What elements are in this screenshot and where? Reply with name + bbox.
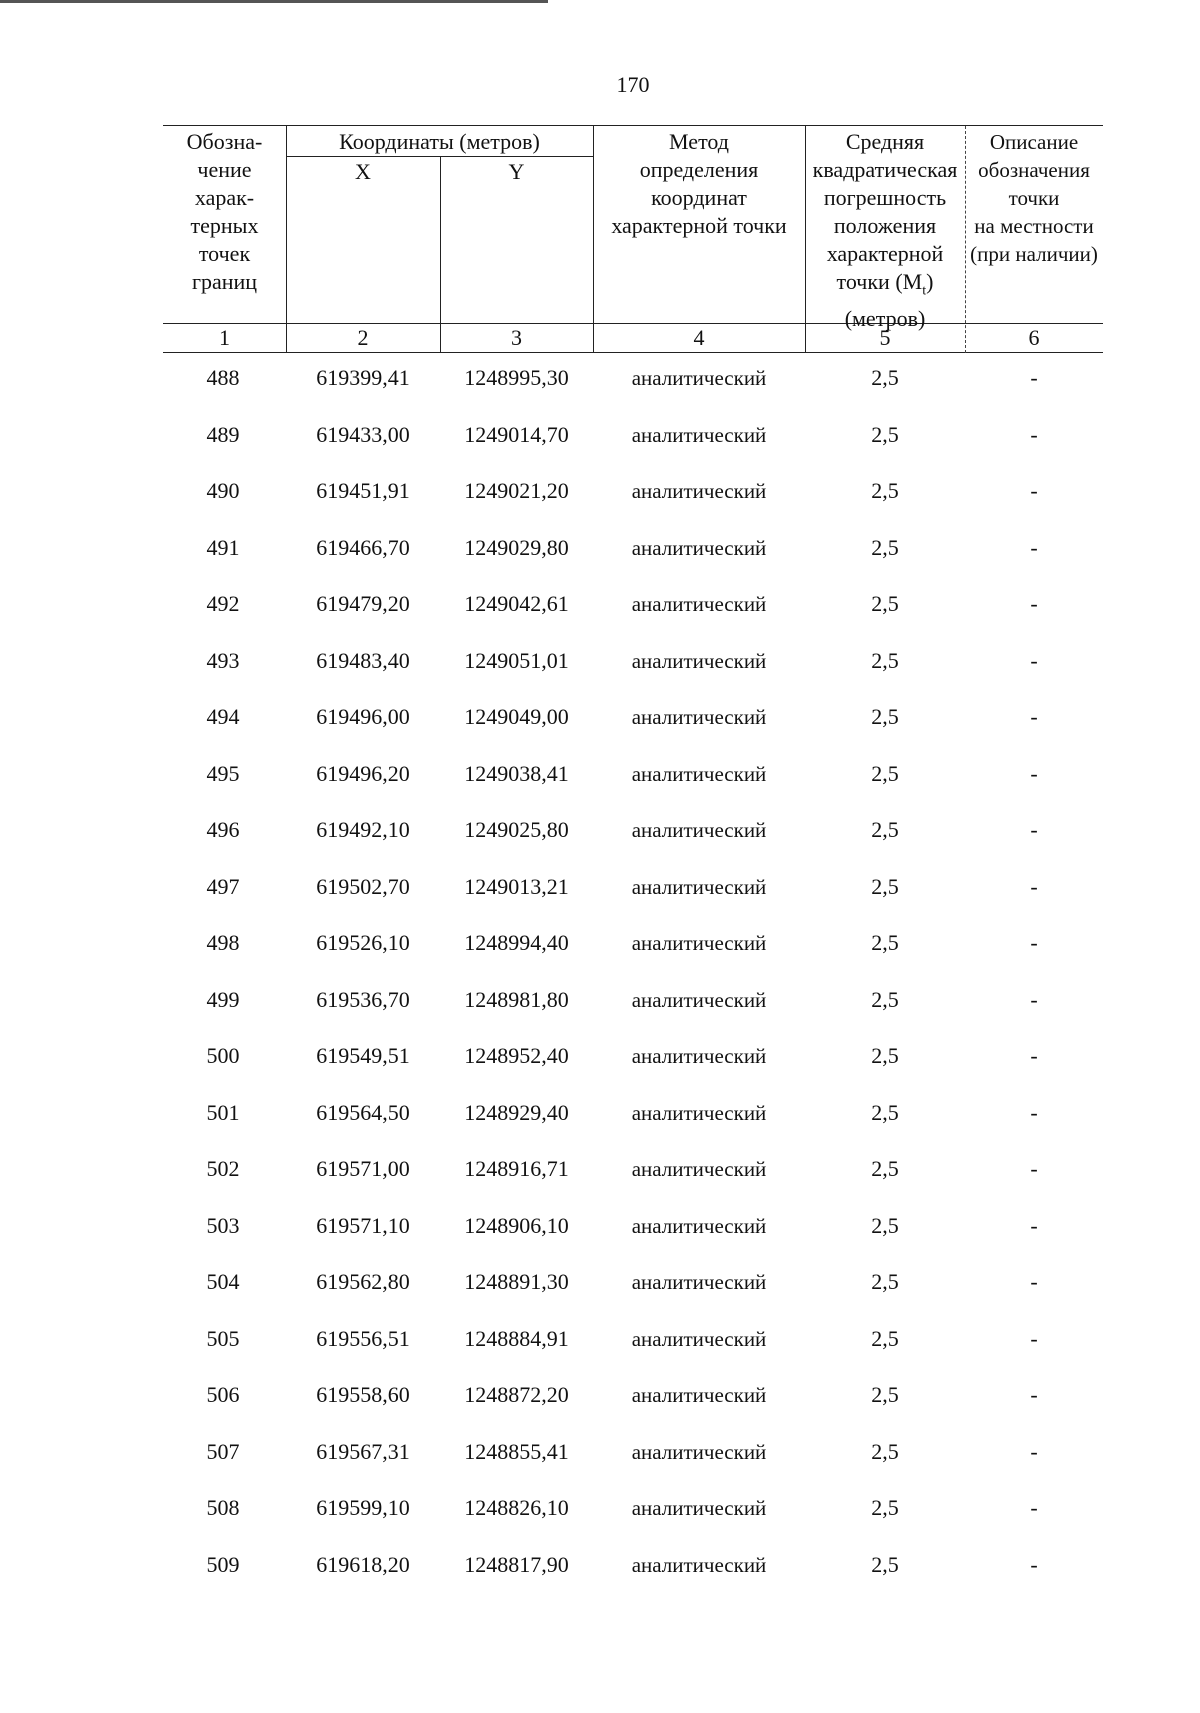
column-numbers-bottom-border (163, 352, 1103, 353)
method-cell: аналитический (631, 1100, 767, 1125)
point-id-cell: 508 (206, 1495, 240, 1520)
y-coordinate-cell: 1249042,61 (464, 591, 569, 616)
description-cell: - (1030, 1495, 1038, 1520)
x-coordinate-cell: 619599,10 (316, 1495, 410, 1520)
mean-error-cell: 2,5 (871, 365, 899, 390)
mean-error-cell: 2,5 (871, 704, 899, 729)
y-coordinate-cell: 1249025,80 (464, 817, 569, 842)
x-coordinate-cell: 619496,20 (316, 760, 410, 786)
mean-error-cell: 2,5 (871, 1156, 899, 1181)
method-cell: аналитический (631, 1157, 767, 1181)
table-row (0, 421, 1200, 478)
mean-error-cell: 2,5 (871, 930, 899, 955)
y-coordinate-cell: 1248952,40 (464, 1043, 569, 1068)
y-coordinate-cell: 1248891,30 (464, 1269, 569, 1294)
header-col6-line: Описание (989, 130, 1079, 154)
point-id-cell: 497 (206, 873, 240, 899)
header-col5-line: погрешность (823, 185, 947, 210)
header-col1-line: точек (198, 241, 251, 266)
table-row (0, 703, 1200, 760)
table-body (0, 364, 1200, 1607)
header-point-designation (163, 128, 286, 296)
y-coordinate-cell: 1249013,21 (464, 873, 569, 899)
point-id-cell: 490 (206, 478, 240, 503)
description-cell: - (1030, 760, 1038, 786)
x-coordinate-cell: 619526,10 (316, 930, 410, 955)
header-col1-line: Обозна- (186, 129, 263, 154)
y-coordinate-cell: 1249038,41 (464, 760, 569, 786)
table-row (0, 760, 1200, 817)
point-id-cell: 492 (206, 591, 240, 616)
column-number-4: 4 (693, 325, 705, 350)
table-row (0, 1551, 1200, 1608)
mean-error-cell: 2,5 (871, 421, 899, 447)
point-id-cell: 499 (206, 986, 240, 1012)
x-coordinate-cell: 619562,80 (316, 1269, 410, 1294)
description-cell: - (1030, 986, 1038, 1012)
table-row (0, 986, 1200, 1043)
header-col5-line: характерной (826, 241, 944, 266)
x-coordinate-cell: 619492,10 (316, 817, 410, 842)
description-cell: - (1030, 421, 1038, 447)
point-id-cell: 494 (206, 704, 240, 729)
method-cell: аналитический (631, 1552, 767, 1577)
mean-error-cell: 2,5 (871, 1551, 899, 1577)
x-coordinate-cell: 619502,70 (316, 873, 410, 899)
x-coordinate-cell: 619479,20 (316, 591, 410, 616)
method-cell: аналитический (631, 1270, 767, 1294)
mean-error-cell: 2,5 (871, 760, 899, 786)
table-row (0, 534, 1200, 591)
header-col4-line: Метод (669, 129, 729, 154)
mean-error-cell: 2,5 (871, 1325, 899, 1351)
table-row (0, 1381, 1200, 1438)
x-coordinate-cell: 619536,70 (316, 986, 410, 1012)
header-y: Y (508, 159, 525, 184)
table-row (0, 647, 1200, 704)
header-col4-line: характерной точки (611, 213, 787, 238)
column-number-5: 5 (879, 325, 891, 350)
mean-error-cell: 2,5 (871, 647, 899, 673)
header-col5-line-mt (805, 268, 965, 305)
method-cell: аналитический (631, 479, 767, 503)
description-cell: - (1030, 1156, 1038, 1181)
table-row (0, 873, 1200, 930)
mt-suffix: ) (926, 269, 934, 294)
mean-error-cell: 2,5 (871, 1043, 899, 1068)
point-id-cell: 489 (206, 421, 240, 447)
x-coordinate-cell: 619567,31 (316, 1438, 410, 1464)
point-id-cell: 507 (206, 1438, 240, 1464)
header-col5-line: (метров) (844, 306, 926, 332)
description-cell: - (1030, 817, 1038, 842)
x-coordinate-cell: 619558,60 (316, 1382, 410, 1407)
point-id-cell: 488 (206, 365, 240, 390)
header-col6-line: обозначения (978, 158, 1090, 182)
table-row (0, 1268, 1200, 1325)
y-coordinate-cell: 1249021,20 (464, 478, 569, 503)
table-row (0, 1494, 1200, 1551)
y-coordinate-cell: 1248995,30 (464, 365, 569, 390)
point-id-cell: 505 (206, 1325, 240, 1351)
table-row (0, 1438, 1200, 1495)
method-cell: аналитический (631, 761, 767, 786)
description-cell: - (1030, 1099, 1038, 1125)
x-coordinate-cell: 619451,91 (316, 478, 410, 503)
method-cell: аналитический (631, 1213, 767, 1238)
y-coordinate-cell: 1248884,91 (464, 1325, 569, 1351)
method-cell: аналитический (631, 705, 767, 729)
point-id-cell: 495 (206, 760, 240, 786)
method-cell: аналитический (631, 987, 767, 1012)
header-col1-line: харак- (194, 185, 255, 210)
method-cell: аналитический (631, 1439, 767, 1464)
x-coordinate-cell: 619618,20 (316, 1551, 410, 1577)
y-coordinate-cell: 1248906,10 (464, 1212, 569, 1238)
point-id-cell: 498 (206, 930, 240, 955)
method-cell: аналитический (631, 535, 767, 560)
description-cell: - (1030, 1269, 1038, 1294)
y-coordinate-cell: 1249051,01 (464, 647, 569, 673)
method-cell: аналитический (631, 648, 767, 673)
mean-error-cell: 2,5 (871, 478, 899, 503)
table-row (0, 1325, 1200, 1382)
x-coordinate-cell: 619433,00 (316, 421, 410, 447)
header-col1-line: терных (190, 213, 259, 238)
mean-error-cell: 2,5 (871, 1382, 899, 1407)
mean-error-cell: 2,5 (871, 1438, 899, 1464)
description-cell: - (1030, 534, 1038, 560)
table-row (0, 364, 1200, 421)
header-col6-line: точки (1008, 186, 1060, 210)
mean-error-cell: 2,5 (871, 534, 899, 560)
y-coordinate-cell: 1248855,41 (464, 1438, 569, 1464)
y-coordinate-cell: 1248994,40 (464, 930, 569, 955)
point-id-cell: 496 (206, 817, 240, 842)
description-cell: - (1030, 1551, 1038, 1577)
table-row (0, 1042, 1200, 1099)
method-cell: аналитический (631, 818, 767, 842)
description-cell: - (1030, 930, 1038, 955)
header-description (965, 128, 1103, 268)
table-row (0, 477, 1200, 534)
x-coordinate-cell: 619571,10 (316, 1212, 410, 1238)
y-coordinate-cell: 1248826,10 (464, 1495, 569, 1520)
mt-subscript: t (922, 283, 927, 299)
description-cell: - (1030, 1382, 1038, 1407)
scan-edge-line (0, 0, 548, 3)
mean-error-cell: 2,5 (871, 1212, 899, 1238)
description-cell: - (1030, 478, 1038, 503)
mean-error-cell: 2,5 (871, 1099, 899, 1125)
x-coordinate-cell: 619483,40 (316, 647, 410, 673)
header-col1-line: границ (191, 269, 258, 294)
header-col6-line: на местности (974, 214, 1094, 238)
table-row (0, 816, 1200, 873)
x-coordinate-cell: 619549,51 (316, 1043, 410, 1068)
description-cell: - (1030, 591, 1038, 616)
header-method (593, 128, 805, 240)
header-col5-line: положения (833, 213, 937, 238)
point-id-cell: 500 (206, 1043, 240, 1068)
x-coordinate-cell: 619564,50 (316, 1099, 410, 1125)
method-cell: аналитический (631, 422, 767, 447)
table-row (0, 1212, 1200, 1269)
y-coordinate-cell: 1248916,71 (464, 1156, 569, 1181)
y-coordinate-cell: 1249014,70 (464, 421, 569, 447)
header-mean-error (805, 128, 965, 333)
header-x: X (355, 159, 371, 184)
point-id-cell: 503 (206, 1212, 240, 1238)
description-cell: - (1030, 647, 1038, 673)
point-id-cell: 506 (206, 1382, 240, 1407)
point-id-cell: 509 (206, 1551, 240, 1577)
y-coordinate-cell: 1249029,80 (464, 534, 569, 560)
mean-error-cell: 2,5 (871, 1269, 899, 1294)
table-row (0, 1155, 1200, 1212)
header-col5-line: квадратическая (812, 157, 958, 182)
table-row (0, 1099, 1200, 1156)
method-cell: аналитический (631, 366, 767, 390)
x-coordinate-cell: 619466,70 (316, 534, 410, 560)
point-id-cell: 501 (206, 1099, 240, 1125)
mean-error-cell: 2,5 (871, 873, 899, 899)
page-number: 170 (616, 72, 650, 97)
mt-prefix: точки (M (836, 269, 923, 294)
method-cell: аналитический (631, 592, 767, 616)
method-cell: аналитический (631, 1383, 767, 1407)
y-coordinate-cell: 1248817,90 (464, 1551, 569, 1577)
x-coordinate-cell: 619399,41 (316, 365, 410, 390)
method-cell: аналитический (631, 1044, 767, 1068)
column-number-3: 3 (511, 325, 522, 350)
x-coordinate-cell: 619496,00 (316, 704, 410, 729)
mean-error-cell: 2,5 (871, 986, 899, 1012)
method-cell: аналитический (631, 1326, 767, 1351)
point-id-cell: 502 (206, 1156, 240, 1181)
x-coordinate-cell: 619556,51 (316, 1325, 410, 1351)
header-col6-line: (при наличии) (970, 242, 1098, 266)
header-col4-line: координат (651, 185, 747, 210)
description-cell: - (1030, 873, 1038, 899)
table-row (0, 929, 1200, 986)
x-coordinate-cell: 619571,00 (316, 1156, 410, 1181)
y-coordinate-cell: 1248929,40 (464, 1099, 569, 1125)
description-cell: - (1030, 1325, 1038, 1351)
description-cell: - (1030, 1212, 1038, 1238)
mean-error-cell: 2,5 (871, 591, 899, 616)
column-number-1: 1 (219, 325, 230, 350)
header-col1-line: чение (197, 157, 252, 182)
mean-error-cell: 2,5 (871, 1495, 899, 1520)
mean-error-cell: 2,5 (871, 817, 899, 842)
point-id-cell: 491 (206, 534, 240, 560)
method-cell: аналитический (631, 931, 767, 955)
description-cell: - (1030, 365, 1038, 390)
y-coordinate-cell: 1248981,80 (464, 986, 569, 1012)
table-top-border (163, 125, 1103, 126)
column-number-2: 2 (357, 325, 369, 350)
description-cell: - (1030, 1043, 1038, 1068)
y-coordinate-cell: 1248872,20 (464, 1382, 569, 1407)
table-row (0, 590, 1200, 647)
header-col5-line: Средняя (845, 129, 925, 154)
point-id-cell: 504 (206, 1269, 240, 1294)
header-coordinates-group: Координаты (метров) (339, 129, 540, 154)
header-col4-line: определения (639, 157, 759, 182)
method-cell: аналитический (631, 1496, 767, 1520)
column-number-6: 6 (1028, 325, 1040, 350)
method-cell: аналитический (631, 874, 767, 899)
point-id-cell: 493 (206, 647, 240, 673)
description-cell: - (1030, 704, 1038, 729)
description-cell: - (1030, 1438, 1038, 1464)
y-coordinate-cell: 1249049,00 (464, 704, 569, 729)
